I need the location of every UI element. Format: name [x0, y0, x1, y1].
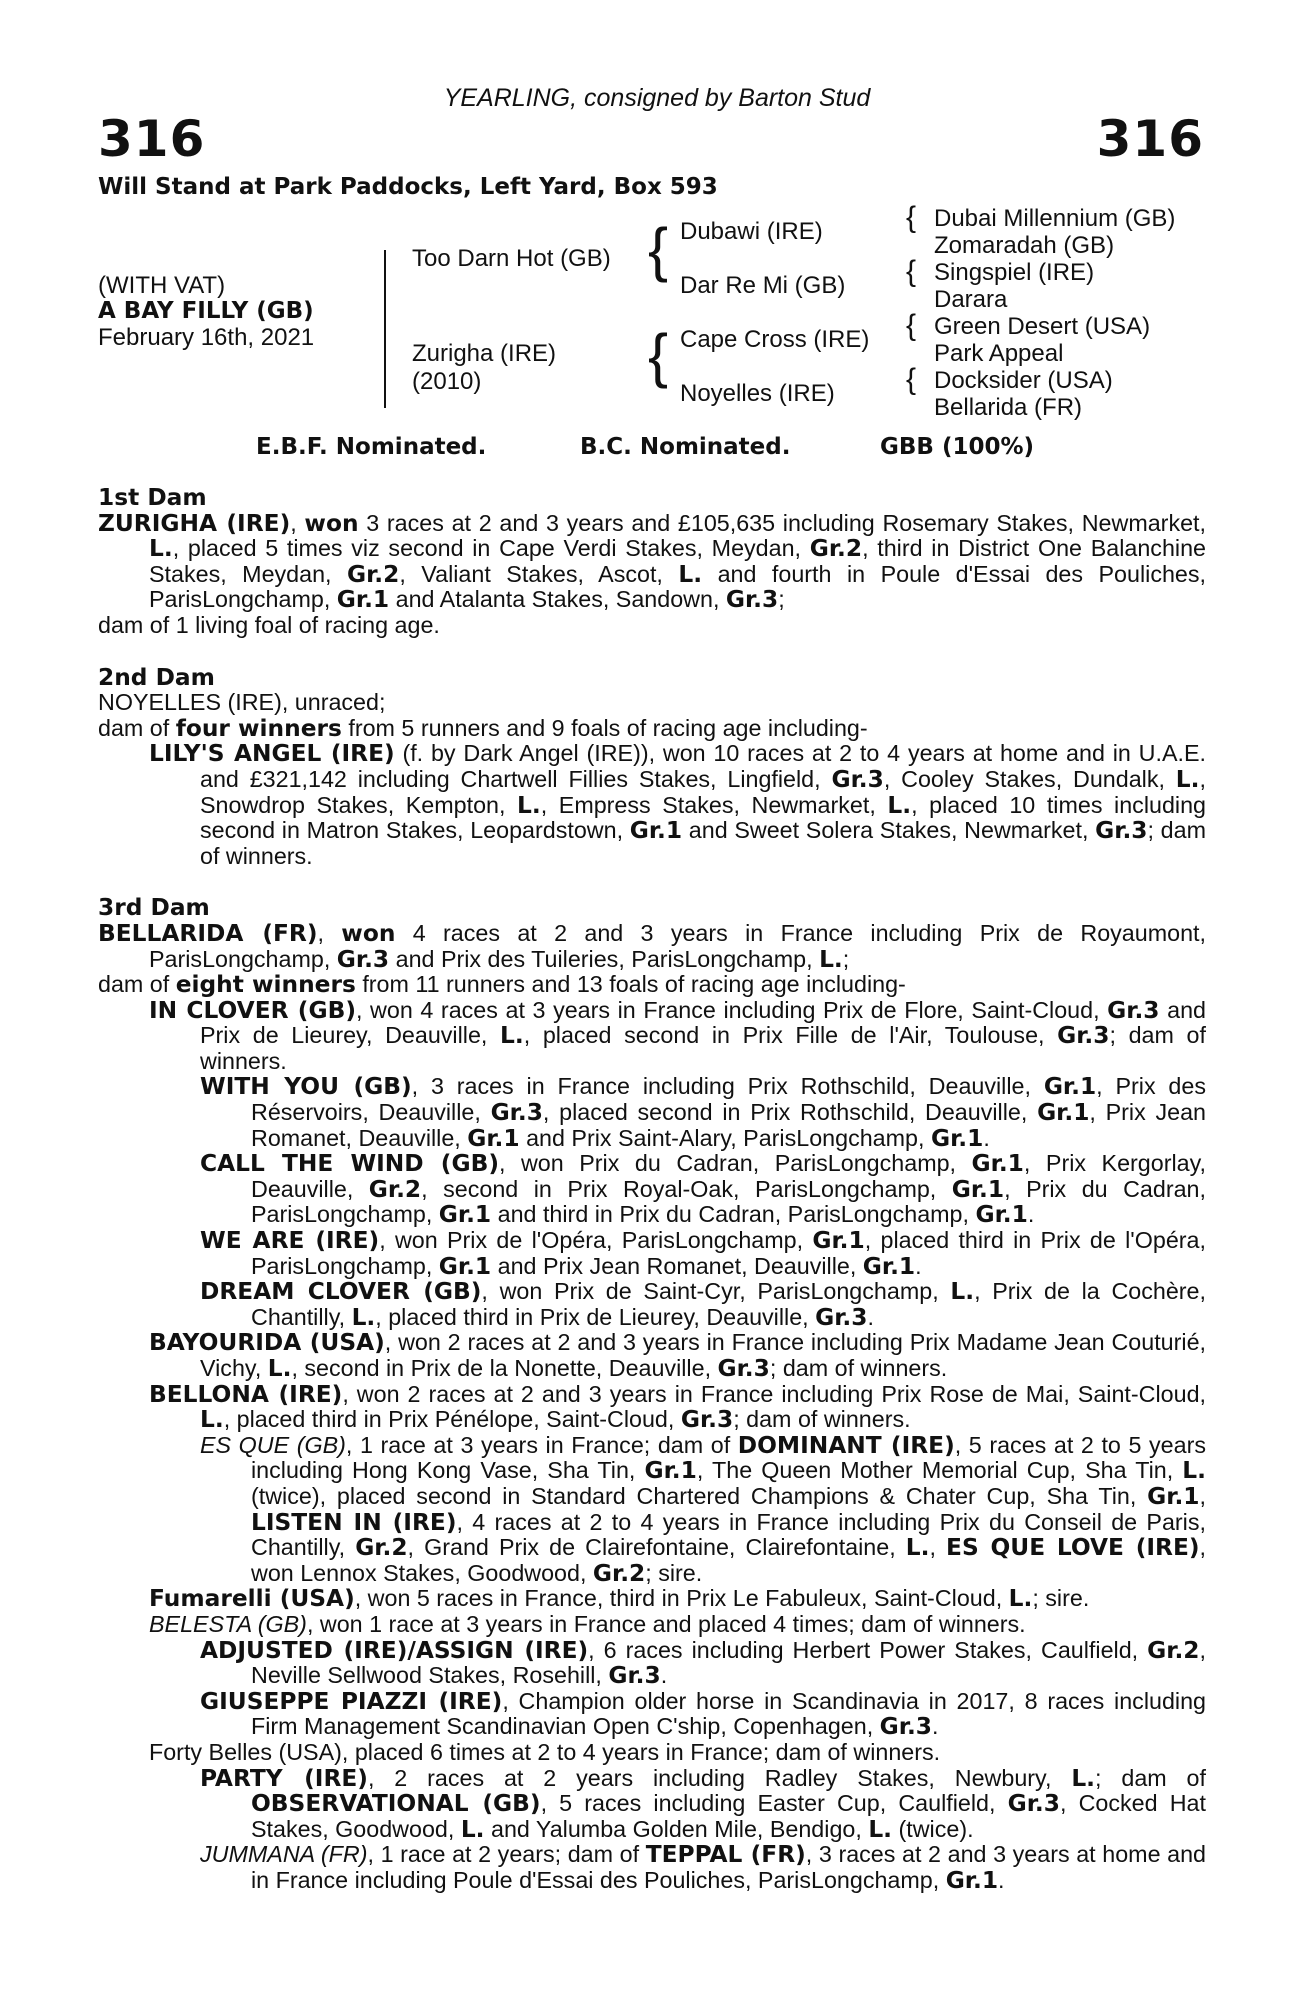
produce-with-you: WITH YOU (GB), 3 races in France including Prix Rothschild, Deauville, Gr.1, Prix des Réservoirs, Deauville, Gr.3, placed second in Prix Rothschild, Deauville, Gr.1, Prix Jean Romanet, Deauville, Gr.1 and Prix Saint-Alary, ParisLongchamp, Gr.1. — [200, 1073, 1206, 1152]
gen3-brace-3: { — [906, 309, 917, 342]
gen3-2: Zomaradah (GB) — [934, 232, 1115, 259]
dam-sire: Cape Cross (IRE) — [680, 326, 870, 353]
produce-call-the-wind: CALL THE WIND (GB), won Prix du Cadran, ParisLongchamp, Gr.1, Prix Kergorlay, Deauville, Gr.2, second in Prix Royal-Oak, ParisLongchamp, Gr.1, Prix du Cadran, ParisLongchamp, Gr.1 and third in Prix du Cadran, ParisLongchamp, Gr.1. — [200, 1150, 1206, 1229]
sire-sire: Dubawi (IRE) — [680, 218, 823, 245]
first-dam-heading: 1st Dam — [98, 484, 207, 511]
sire-dam: Dar Re Mi (GB) — [680, 272, 846, 299]
pedigree-bracket — [384, 250, 386, 408]
vat-label: (WITH VAT) — [98, 272, 226, 299]
gen3-6: Park Appeal — [934, 340, 1064, 367]
dam-year: (2010) — [412, 368, 482, 395]
produce-adjusted: ADJUSTED (IRE)/ASSIGN (IRE), 6 races including Herbert Power Stakes, Caulfield, Gr.2, Neville Sellwood Stakes, Rosehill, Gr.3. — [200, 1636, 1206, 1690]
produce-party: PARTY (IRE), 2 races at 2 years including Radley Stakes, Newbury, L.; dam of OBSERVATIONAL (GB), 5 races including Easter Cup, Caulfield, Gr.3, Cocked Hat Stakes, Goodwood, L. and Yalumba Golden Mile, Bendigo, L. (twice). — [200, 1764, 1206, 1843]
produce-belesta: BELESTA (GB), won 1 race at 3 years in France and placed 4 times; dam of winners. — [149, 1610, 1026, 1637]
gbb-rating: GBB (100%) — [880, 434, 1035, 460]
gen3-3: Singspiel (IRE) — [934, 259, 1095, 286]
gen3-8: Bellarida (FR) — [934, 394, 1083, 421]
second-dam-entry: NOYELLES (IRE), unraced; — [98, 689, 386, 716]
produce-fumarelli: Fumarelli (USA), won 5 races in France, third in Prix Le Fabuleux, Saint-Cloud, L.; sire. — [149, 1585, 1090, 1613]
produce-in-clover: IN CLOVER (GB), won 4 races at 3 years in France including Prix de Flore, Saint-Cloud, Gr.3 and Prix de Lieurey, Deauville, L., placed second in Prix Fille de l'Air, Toulouse, Gr.3; dam of winners. — [149, 996, 1206, 1074]
gen3-5: Green Desert (USA) — [934, 313, 1151, 340]
sire-name: Too Darn Hot (GB) — [412, 245, 611, 272]
gen3-7: Docksider (USA) — [934, 367, 1113, 394]
bc-nomination: B.C. Nominated. — [580, 434, 791, 460]
gen3-4: Darara — [934, 286, 1008, 313]
horse-name: A BAY FILLY (GB) — [98, 298, 314, 324]
produce-jummana: JUMMANA (FR), 1 race at 2 years; dam of TEPPAL (FR), 3 races at 2 and 3 years at home and in France including Poule d'Essai des Pouliches, ParisLongchamp, Gr.1. — [200, 1841, 1207, 1894]
lot-number-right: 316 — [1096, 110, 1204, 168]
third-dam-heading: 3rd Dam — [98, 894, 210, 922]
stand-location: Will Stand at Park Paddocks, Left Yard, Box 593 — [98, 174, 718, 200]
first-dam-foals: dam of 1 living foal of racing age. — [98, 611, 440, 638]
third-dam-entry: BELLARIDA (FR), won 4 races at 2 and 3 years in France including Prix de Royaumont, ParisLongchamp, Gr.3 and Prix des Tuileries, ParisLongchamp, L.; — [98, 919, 1206, 973]
produce-lilys-angel: LILY'S ANGEL (IRE) (f. by Dark Angel (IRE)), won 10 races at 2 to 4 years at home and in U.A.E. and £321,142 including Chartwell Fillies Stakes, Lingfield, Gr.3, Cooley Stakes, Dundalk, L., Snowdrop Stakes, Kempton, L., Empress Stakes, Newmarket, L., placed 10 times including second in Matron Stakes, Leopardstown, Gr.1 and Sweet Solera Stakes, Newmarket, Gr.3; dam of winners. — [149, 740, 1207, 869]
produce-dream-clover: DREAM CLOVER (GB), won Prix de Saint-Cyr, ParisLongchamp, L., Prix de la Cochère, Chantilly, L., placed third in Prix de Lieurey, Deauville, Gr.3. — [200, 1278, 1206, 1331]
gen3-brace-2: { — [906, 255, 917, 288]
sire-brace: { — [648, 216, 669, 283]
horse-dob: February 16th, 2021 — [98, 324, 315, 351]
produce-es-que: ES QUE (GB), 1 race at 3 years in France; dam of DOMINANT (IRE), 5 races at 2 to 5 years including Hong Kong Vase, Sha Tin, Gr.1, The Queen Mother Memorial Cup, Sha Tin, L. (twice), placed second in Standard Chartered Champions & Chater Cup, Sha Tin, Gr.1, LISTEN IN (IRE), 4 races at 2 to 4 years in France including Prix du Conseil de Paris, Chantilly, Gr.2, Grand Prix de Clairefontaine, Clairefontaine, L., ES QUE LOVE (IRE), won Lennox Stakes, Goodwood, Gr.2; sire. — [200, 1431, 1206, 1587]
dam-name: Zurigha (IRE) — [412, 340, 557, 367]
ebf-nomination: E.B.F. Nominated. — [256, 434, 487, 460]
dam-brace: { — [648, 322, 669, 389]
produce-bellona: BELLONA (IRE), won 2 races at 2 and 3 years in France including Prix Rose de Mai, Saint-Cloud, L., placed third in Prix Pénélope, Saint-Cloud, Gr.3; dam of winners. — [149, 1380, 1206, 1434]
third-dam-produce: dam of eight winners from 11 runners and 13 foals of racing age including- — [98, 971, 906, 999]
gen3-1: Dubai Millennium (GB) — [934, 205, 1176, 232]
produce-giuseppe-piazzi: GIUSEPPE PIAZZI (IRE), Champion older horse in Scandinavia in 2017, 8 races including Firm Management Scandinavian Open C'ship, Copenhagen, Gr.3. — [200, 1687, 1207, 1741]
dam-dam: Noyelles (IRE) — [680, 380, 835, 407]
second-dam-heading: 2nd Dam — [98, 663, 215, 691]
consignor-subtitle: YEARLING, consigned by Barton Stud — [443, 84, 871, 112]
produce-forty-belles: Forty Belles (USA), placed 6 times at 2 to 4 years in France; dam of winners. — [149, 1738, 941, 1765]
second-dam-produce: dam of four winners from 5 runners and 9 foals of racing age including- — [98, 714, 868, 742]
produce-bayourida: BAYOURIDA (USA), won 2 races at 2 and 3 years in France including Prix Madame Jean Couturié, Vichy, L., second in Prix de la Nonette, Deauville, Gr.3; dam of winners. — [149, 1329, 1206, 1382]
gen3-brace-4: { — [906, 363, 917, 396]
catalogue-body — [98, 485, 1206, 1893]
first-dam-entry: ZURIGHA (IRE), won 3 races at 2 and 3 years and £105,635 including Rosemary Stakes, Newmarket, L., placed 5 times viz second in Cape Verdi Stakes, Meydan, Gr.2, third in District One Balanchine Stakes, Meydan, Gr.2, Valiant Stakes, Ascot, L. and fourth in Poule d'Essai des Pouliches, ParisLongchamp, Gr.1 and Atalanta Stakes, Sandown, Gr.3; — [98, 509, 1206, 614]
lot-number-left: 316 — [98, 110, 206, 168]
gen3-brace-1: { — [906, 201, 917, 234]
produce-we-are: WE ARE (IRE), won Prix de l'Opéra, ParisLongchamp, Gr.1, placed third in Prix de l'Opéra, ParisLongchamp, Gr.1 and Prix Jean Romanet, Deauville, Gr.1. — [200, 1227, 1206, 1280]
